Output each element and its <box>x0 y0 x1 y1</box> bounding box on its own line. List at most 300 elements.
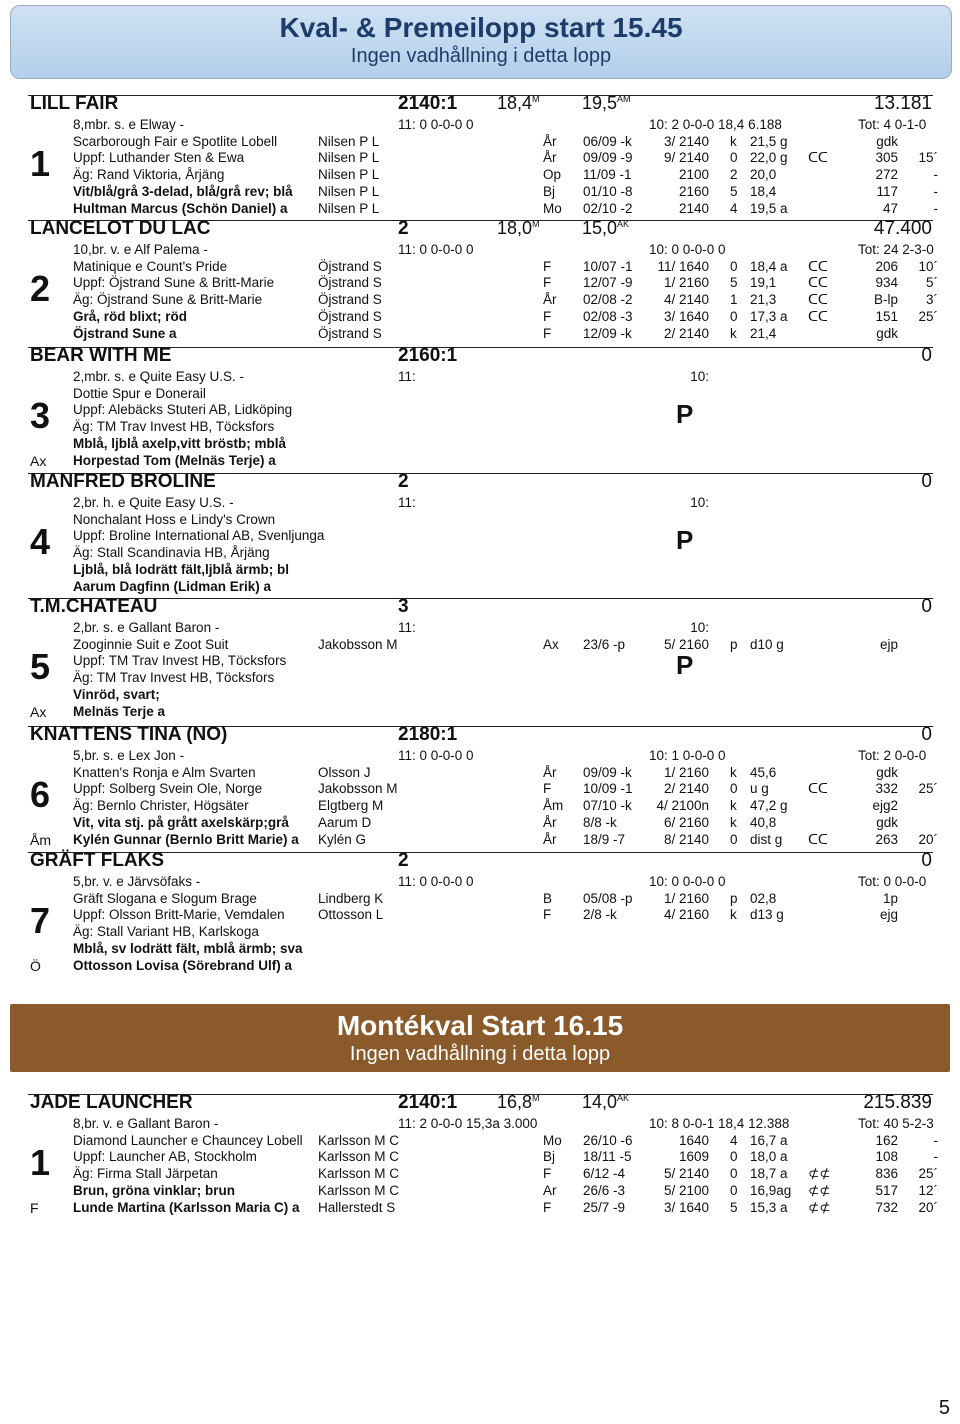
info-cell: Jakobsson M <box>318 636 398 652</box>
start-distance: 2140:1 <box>398 1092 458 1113</box>
info-row <box>73 687 943 704</box>
info-cell: 47,2 g <box>750 798 788 814</box>
info-row <box>73 874 943 891</box>
start-distance: 2140:1 <box>398 93 458 114</box>
info-cell: 117 <box>876 183 898 199</box>
info-cell: 2160 <box>678 183 709 199</box>
shoe-code: Ax <box>30 453 47 469</box>
info-cell: 11: 0 0-0-0 0 <box>398 874 474 889</box>
info-cell: 2,br. s. e Gallant Baron - <box>73 620 220 635</box>
info-row <box>73 815 943 832</box>
info-cell: 1 <box>730 292 738 308</box>
info-cell: Nilsen P L <box>318 183 380 199</box>
info-cell: 19,5 a <box>750 200 788 216</box>
start-distance: 2 <box>398 218 409 239</box>
info-cell: 25/7 -9 <box>583 1199 626 1215</box>
info-cell: Dottie Spur e Donerail <box>73 385 206 401</box>
info-cell: Elgtberg M <box>318 798 384 814</box>
info-cell: 162 <box>875 1132 898 1148</box>
info-cell: 8/8 -k <box>583 814 617 830</box>
info-cell: 18,7 a <box>750 1166 788 1182</box>
info-cell: F <box>543 258 552 274</box>
horse-name: KNATTENS TINA (NO) <box>30 724 228 745</box>
info-cell: Äg: Stall Scandinavia HB, Årjäng <box>73 545 270 561</box>
info-row <box>73 1200 943 1217</box>
info-row <box>73 941 943 958</box>
info-cell: 151 <box>875 308 898 324</box>
info-cell: 20,0 <box>750 167 777 183</box>
p-mark: P <box>676 650 694 680</box>
info-cell: Äg: TM Trav Invest HB, Töcksfors <box>73 670 275 686</box>
info-row <box>73 386 943 403</box>
info-cell: F <box>543 275 552 291</box>
divider <box>28 95 933 96</box>
start-distance: 3 <box>398 596 409 617</box>
info-cell: 10: <box>690 369 709 384</box>
info-row <box>73 579 943 596</box>
info-cell: 01/10 -8 <box>583 183 633 199</box>
record-2: $19,5^{AM}$ <box>582 93 631 113</box>
info-cell: - <box>933 1149 938 1165</box>
info-cell: Hultman Marcus (Schön Daniel) a <box>73 200 288 216</box>
info-cell: 10: <box>690 620 709 635</box>
info-cell: 1609 <box>678 1149 709 1165</box>
info-cell: 10/09 -1 <box>583 781 633 797</box>
info-cell: 45,6 <box>750 764 777 780</box>
info-cell: 12/07 -9 <box>583 275 633 291</box>
info-cell: ⊄⊄ <box>808 1199 831 1215</box>
info-cell: k <box>730 907 737 923</box>
info-cell: 0 <box>730 781 738 797</box>
info-cell: 2 <box>730 167 738 183</box>
horse-name: GRÄFT FLAKS <box>30 850 165 871</box>
info-row <box>73 275 943 292</box>
info-cell: ejp <box>879 636 898 652</box>
info-row <box>73 924 943 941</box>
info-cell: 06/09 -k <box>583 133 632 149</box>
info-cell: 5 <box>730 1199 738 1215</box>
info-cell: Ottosson L <box>318 907 384 923</box>
info-cell: Olsson J <box>318 764 371 780</box>
info-cell: 9/ 2140 <box>663 150 709 166</box>
info-cell: 15´ <box>918 150 938 166</box>
info-cell: Kylén G <box>318 831 367 847</box>
info-cell: 6/ 2160 <box>663 814 709 830</box>
info-cell: Äg: Firma Stall Järpetan <box>73 1166 218 1182</box>
info-cell: 02/10 -2 <box>583 200 633 216</box>
start-number: 7 <box>30 900 51 941</box>
earnings: 0 <box>921 345 932 366</box>
info-cell: d10 g <box>750 636 784 652</box>
info-cell: Uppf: Luthander Sten & Ewa <box>73 150 245 166</box>
record-1: $16,8^M$ <box>497 1092 540 1112</box>
info-cell: 263 <box>875 831 898 847</box>
race-subtitle: Ingen vadhållning i detta lopp <box>349 1043 611 1065</box>
info-cell: 21,5 g <box>750 133 788 149</box>
info-cell: 2/ 2140 <box>663 325 709 341</box>
info-cell: 5/ 2160 <box>663 636 709 652</box>
info-cell: 25´ <box>918 1166 938 1182</box>
info-cell: 5´ <box>925 275 938 291</box>
info-cell: 2/8 -k <box>583 907 617 923</box>
info-row <box>73 292 943 309</box>
info-cell: 4 <box>730 1132 738 1148</box>
info-cell: Öjstrand S <box>318 258 382 274</box>
info-cell: 0 <box>730 308 738 324</box>
start-distance: 2 <box>398 471 409 492</box>
info-cell: 934 <box>875 275 898 291</box>
info-cell: År <box>543 764 557 780</box>
info-cell: F <box>543 1166 552 1182</box>
info-row <box>73 512 943 529</box>
info-cell: Brun, gröna vinklar; brun <box>73 1182 236 1198</box>
info-row <box>73 419 943 436</box>
p-mark: P <box>676 525 694 555</box>
info-cell: u g <box>750 781 769 797</box>
info-cell: 108 <box>875 1149 898 1165</box>
info-cell: F <box>543 907 552 923</box>
info-cell: - <box>933 183 938 199</box>
info-cell: 4 <box>730 200 738 216</box>
info-cell: ᑕᑕ <box>808 781 828 797</box>
race-subtitle: Ingen vadhållning i detta lopp <box>350 45 612 67</box>
info-cell: År <box>543 292 557 308</box>
info-cell: Tot: 4 0-1-0 <box>858 117 927 132</box>
info-cell: 20´ <box>918 1199 938 1215</box>
info-cell: Ar <box>543 1182 557 1198</box>
info-cell: k <box>730 133 737 149</box>
info-row <box>73 259 943 276</box>
info-cell: Bj <box>543 183 556 199</box>
info-cell: Äg: Bernlo Christer, Högsäter <box>73 798 249 814</box>
info-cell: 11: 0 0-0-0 0 <box>398 748 474 763</box>
start-number: 3 <box>30 395 51 436</box>
info-row <box>73 891 943 908</box>
info-cell: 26/6 -3 <box>583 1182 626 1198</box>
info-cell: Uppf: Broline International AB, Svenljunga <box>73 528 325 544</box>
info-cell: p <box>730 890 738 906</box>
info-cell: 22,0 g <box>750 150 788 166</box>
info-cell: ejg2 <box>872 798 898 814</box>
info-cell: Öjstrand Sune a <box>73 325 177 341</box>
info-cell: - <box>933 1132 938 1148</box>
info-cell: 26/10 -6 <box>583 1132 633 1148</box>
info-cell: 2,br. h. e Quite Easy U.S. - <box>73 495 234 510</box>
info-cell: 07/10 -k <box>583 798 632 814</box>
info-cell: År <box>543 133 557 149</box>
info-row <box>73 545 943 562</box>
info-cell: Vit, vita stj. på grått axelskärp;grå <box>73 814 289 830</box>
start-distance: 2160:1 <box>398 345 458 366</box>
shoe-code: Ö <box>30 958 41 974</box>
info-cell: Äg: Rand Viktoria, Årjäng <box>73 167 225 183</box>
info-row <box>73 369 943 386</box>
info-cell: F <box>543 325 552 341</box>
page-number: 5 <box>938 1397 950 1419</box>
info-cell: Nilsen P L <box>318 200 380 216</box>
info-cell: Vit/blå/grå 3-delad, blå/grå rev; blå <box>73 183 293 199</box>
race-banner-1 <box>10 5 952 79</box>
info-cell: Lindberg K <box>318 890 384 906</box>
p-mark: P <box>676 399 694 429</box>
info-cell: F <box>543 308 552 324</box>
info-row <box>73 242 943 259</box>
info-cell: 1p <box>882 890 898 906</box>
info-cell: Mo <box>543 200 562 216</box>
info-cell: 10: 1 0-0-0 0 <box>649 748 726 763</box>
info-row <box>73 453 943 470</box>
info-row <box>73 958 943 975</box>
info-row <box>73 748 943 765</box>
info-cell: Op <box>543 167 562 183</box>
info-cell: Öjstrand S <box>318 325 382 341</box>
info-cell: 3´ <box>925 292 938 308</box>
info-cell: 3/ 2140 <box>663 133 709 149</box>
info-cell: 0 <box>730 831 738 847</box>
info-cell: Mo <box>543 1132 562 1148</box>
info-cell: Matinique e Count's Pride <box>73 258 228 274</box>
info-row <box>73 326 943 343</box>
info-cell: Horpestad Tom (Melnäs Terje) a <box>73 452 276 468</box>
info-cell: 19,1 <box>750 275 777 291</box>
info-cell: 5,br. s. e Lex Jon - <box>73 748 185 763</box>
info-cell: 332 <box>875 781 898 797</box>
info-row <box>73 150 943 167</box>
info-row <box>73 832 943 849</box>
info-row <box>73 167 943 184</box>
info-cell: 2/ 2140 <box>663 781 709 797</box>
earnings: 0 <box>921 724 932 745</box>
info-cell: 40,8 <box>750 814 777 830</box>
info-row <box>73 436 943 453</box>
info-cell: 09/09 -9 <box>583 150 633 166</box>
info-cell: 18,4 a <box>750 258 788 274</box>
start-number: 5 <box>30 646 51 687</box>
shoe-code: Ax <box>30 704 47 720</box>
info-cell: 11: 0 0-0-0 0 <box>398 117 474 132</box>
info-row <box>73 704 943 721</box>
info-cell: 0 <box>730 1182 738 1198</box>
info-cell: 836 <box>875 1166 898 1182</box>
info-cell: ᑕᑕ <box>808 831 828 847</box>
info-row <box>73 117 943 134</box>
info-cell: 11: 0 0-0-0 0 <box>398 242 474 257</box>
info-cell: Tot: 2 0-0-0 <box>858 748 927 763</box>
info-cell: Mblå, sv lodrätt fält, mblå ärmb; sva <box>73 940 303 956</box>
info-cell: ⊄⊄ <box>808 1182 831 1198</box>
info-cell: 17,3 a <box>750 308 788 324</box>
info-cell: 21,3 <box>750 292 777 308</box>
info-cell: Lunde Martina (Karlsson Maria C) a <box>73 1199 300 1215</box>
info-row <box>73 528 943 545</box>
info-row <box>73 1166 943 1183</box>
info-cell: 1/ 2160 <box>663 764 709 780</box>
info-cell: 11: 2 0-0-0 15,3a 3.000 <box>398 1116 538 1131</box>
earnings: 0 <box>921 596 932 617</box>
info-cell: Karlsson M C <box>318 1132 400 1148</box>
info-cell: Uppf: TM Trav Invest HB, Töcksfors <box>73 653 287 669</box>
info-cell: Öjstrand S <box>318 308 382 324</box>
info-cell: Karlsson M C <box>318 1149 400 1165</box>
info-cell: 3/ 1640 <box>663 308 709 324</box>
info-cell: d13 g <box>750 907 784 923</box>
info-cell: ᑕᑕ <box>808 275 828 291</box>
info-cell: Grå, röd blixt; röd <box>73 308 188 324</box>
info-row <box>73 781 943 798</box>
info-row <box>73 309 943 326</box>
info-cell: Aarum Dagfinn (Lidman Erik) a <box>73 578 272 594</box>
info-row <box>73 562 943 579</box>
info-cell: Scarborough Fair e Spotlite Lobell <box>73 133 278 149</box>
info-cell: - <box>933 200 938 216</box>
info-cell: 5/ 2140 <box>663 1166 709 1182</box>
info-cell: 18/9 -7 <box>583 831 626 847</box>
info-cell: Åm <box>543 798 564 814</box>
info-cell: 10,br. v. e Alf Palema - <box>73 242 208 257</box>
info-cell: 11: <box>398 495 416 510</box>
info-cell: 0 <box>730 150 738 166</box>
info-cell: 3/ 1640 <box>663 1199 709 1215</box>
info-cell: 305 <box>875 150 898 166</box>
info-cell: 8,br. v. e Gallant Baron - <box>73 1116 219 1131</box>
race-title: Montékval Start 16.15 <box>336 1010 624 1041</box>
record-2: $14,0^{AK}$ <box>582 1092 630 1112</box>
info-row <box>73 1149 943 1166</box>
info-cell: Ljblå, blå lodrätt fält,ljblå ärmb; bl <box>73 561 290 577</box>
info-cell: 0 <box>730 258 738 274</box>
info-cell: 272 <box>875 167 898 183</box>
info-row <box>73 765 943 782</box>
info-cell: p <box>730 636 738 652</box>
info-row <box>73 495 943 512</box>
info-cell: 2140 <box>678 200 709 216</box>
info-cell: 1640 <box>678 1132 709 1148</box>
info-cell: ᑕᑕ <box>808 150 828 166</box>
info-cell: 23/6 -p <box>583 636 626 652</box>
info-cell: 11/ 1640 <box>657 258 709 274</box>
info-cell: F <box>543 781 552 797</box>
info-cell: 16,9ag <box>750 1182 792 1198</box>
info-cell: Vinröd, svart; <box>73 686 160 702</box>
earnings: 47.400 <box>873 218 932 239</box>
horse-name: T.M.CHATEAU <box>30 596 158 617</box>
info-cell: ᑕᑕ <box>808 292 828 308</box>
info-cell: Knatten's Ronja e Alm Svarten <box>73 764 256 780</box>
info-cell: Uppf: Launcher AB, Stockholm <box>73 1149 257 1165</box>
info-cell: 10/07 -1 <box>583 258 633 274</box>
info-cell: 02,8 <box>750 890 777 906</box>
info-cell: ᑕᑕ <box>808 258 828 274</box>
info-cell: k <box>730 764 737 780</box>
race-banner-2 <box>10 1004 950 1072</box>
info-cell: 8/ 2140 <box>663 831 709 847</box>
info-cell: 2,mbr. s. e Quite Easy U.S. - <box>73 369 245 384</box>
info-cell: Mblå, ljblå axelp,vitt bröstb; mblå <box>73 435 287 451</box>
info-cell: Bj <box>543 1149 556 1165</box>
info-row <box>73 1183 943 1200</box>
start-distance: 2 <box>398 850 409 871</box>
info-cell: Nilsen P L <box>318 150 380 166</box>
info-row <box>73 637 943 654</box>
info-cell: Hallerstedt S <box>318 1199 396 1215</box>
info-cell: 2100 <box>678 167 709 183</box>
info-cell: År <box>543 814 557 830</box>
info-cell: Äg: Öjstrand Sune & Britt-Marie <box>73 292 263 308</box>
info-cell: Tot: 24 2-3-0 <box>858 242 934 257</box>
info-cell: Nilsen P L <box>318 133 380 149</box>
earnings: 0 <box>921 471 932 492</box>
info-row <box>73 653 943 670</box>
horse-name: MANFRED BROLINE <box>30 471 216 492</box>
info-cell: Nonchalant Hoss e Lindy's Crown <box>73 511 276 527</box>
info-cell: Jakobsson M <box>318 781 398 797</box>
info-cell: Nilsen P L <box>318 167 380 183</box>
info-row <box>73 1116 943 1133</box>
info-cell: 05/08 -p <box>583 890 633 906</box>
info-cell: 4/ 2160 <box>663 907 709 923</box>
record-1: $18,0^M$ <box>497 218 540 238</box>
info-cell: gdk <box>876 133 898 149</box>
earnings: 0 <box>921 850 932 871</box>
info-cell: 11: <box>398 369 416 384</box>
info-cell: Karlsson M C <box>318 1166 400 1182</box>
info-cell: 02/08 -2 <box>583 292 633 308</box>
info-cell: Äg: Stall Variant HB, Karlskoga <box>73 924 259 940</box>
info-cell: ᑕᑕ <box>808 308 828 324</box>
info-cell: 18,4 <box>750 183 777 199</box>
info-row <box>73 402 943 419</box>
info-cell: k <box>730 798 737 814</box>
shoe-code: F <box>30 1200 39 1216</box>
info-cell: 21,4 <box>750 325 777 341</box>
start-number: 1 <box>30 143 51 184</box>
info-cell: F <box>543 1199 552 1215</box>
info-cell: Ax <box>543 636 559 652</box>
info-cell: 18/11 -5 <box>583 1149 632 1165</box>
info-cell: Uppf: Solberg Svein Ole, Norge <box>73 781 263 797</box>
info-cell: 12/09 -k <box>583 325 632 341</box>
shoe-code: Åm <box>30 832 51 848</box>
info-cell: 0 <box>730 1166 738 1182</box>
info-cell: 5/ 2100 <box>663 1182 709 1198</box>
race-title: Kval- & Premeilopp start 15.45 <box>279 12 683 43</box>
info-cell: 5,br. v. e Järvsöfaks - <box>73 874 201 889</box>
info-cell: Uppf: Alebäcks Stuteri AB, Lidköping <box>73 402 293 418</box>
info-cell: 10: <box>690 495 709 510</box>
start-number: 6 <box>30 774 51 815</box>
info-cell: 517 <box>875 1182 898 1198</box>
info-cell: 15,3 a <box>750 1199 788 1215</box>
info-cell: 47 <box>882 200 898 216</box>
info-cell: 732 <box>875 1199 898 1215</box>
info-cell: 0 <box>730 1149 738 1165</box>
info-cell: 10: 0 0-0-0 0 <box>649 874 726 889</box>
info-cell: Diamond Launcher e Chauncey Lobell <box>73 1132 303 1148</box>
record-1: $18,4^M$ <box>497 93 540 113</box>
info-cell: ⊄⊄ <box>808 1166 831 1182</box>
info-cell: k <box>730 814 737 830</box>
info-cell: gdk <box>876 814 898 830</box>
info-cell: Tot: 40 5-2-3 <box>858 1116 934 1131</box>
earnings: 215.839 <box>863 1092 932 1113</box>
info-cell: Zooginnie Suit e Zoot Suit <box>73 636 229 652</box>
info-cell: 25´ <box>918 308 938 324</box>
horse-name: BEAR WITH ME <box>30 345 172 366</box>
start-distance: 2180:1 <box>398 724 458 745</box>
info-cell: Öjstrand S <box>318 275 382 291</box>
info-cell: Uppf: Olsson Britt-Marie, Vemdalen <box>73 907 285 923</box>
info-cell: 09/09 -k <box>583 764 632 780</box>
